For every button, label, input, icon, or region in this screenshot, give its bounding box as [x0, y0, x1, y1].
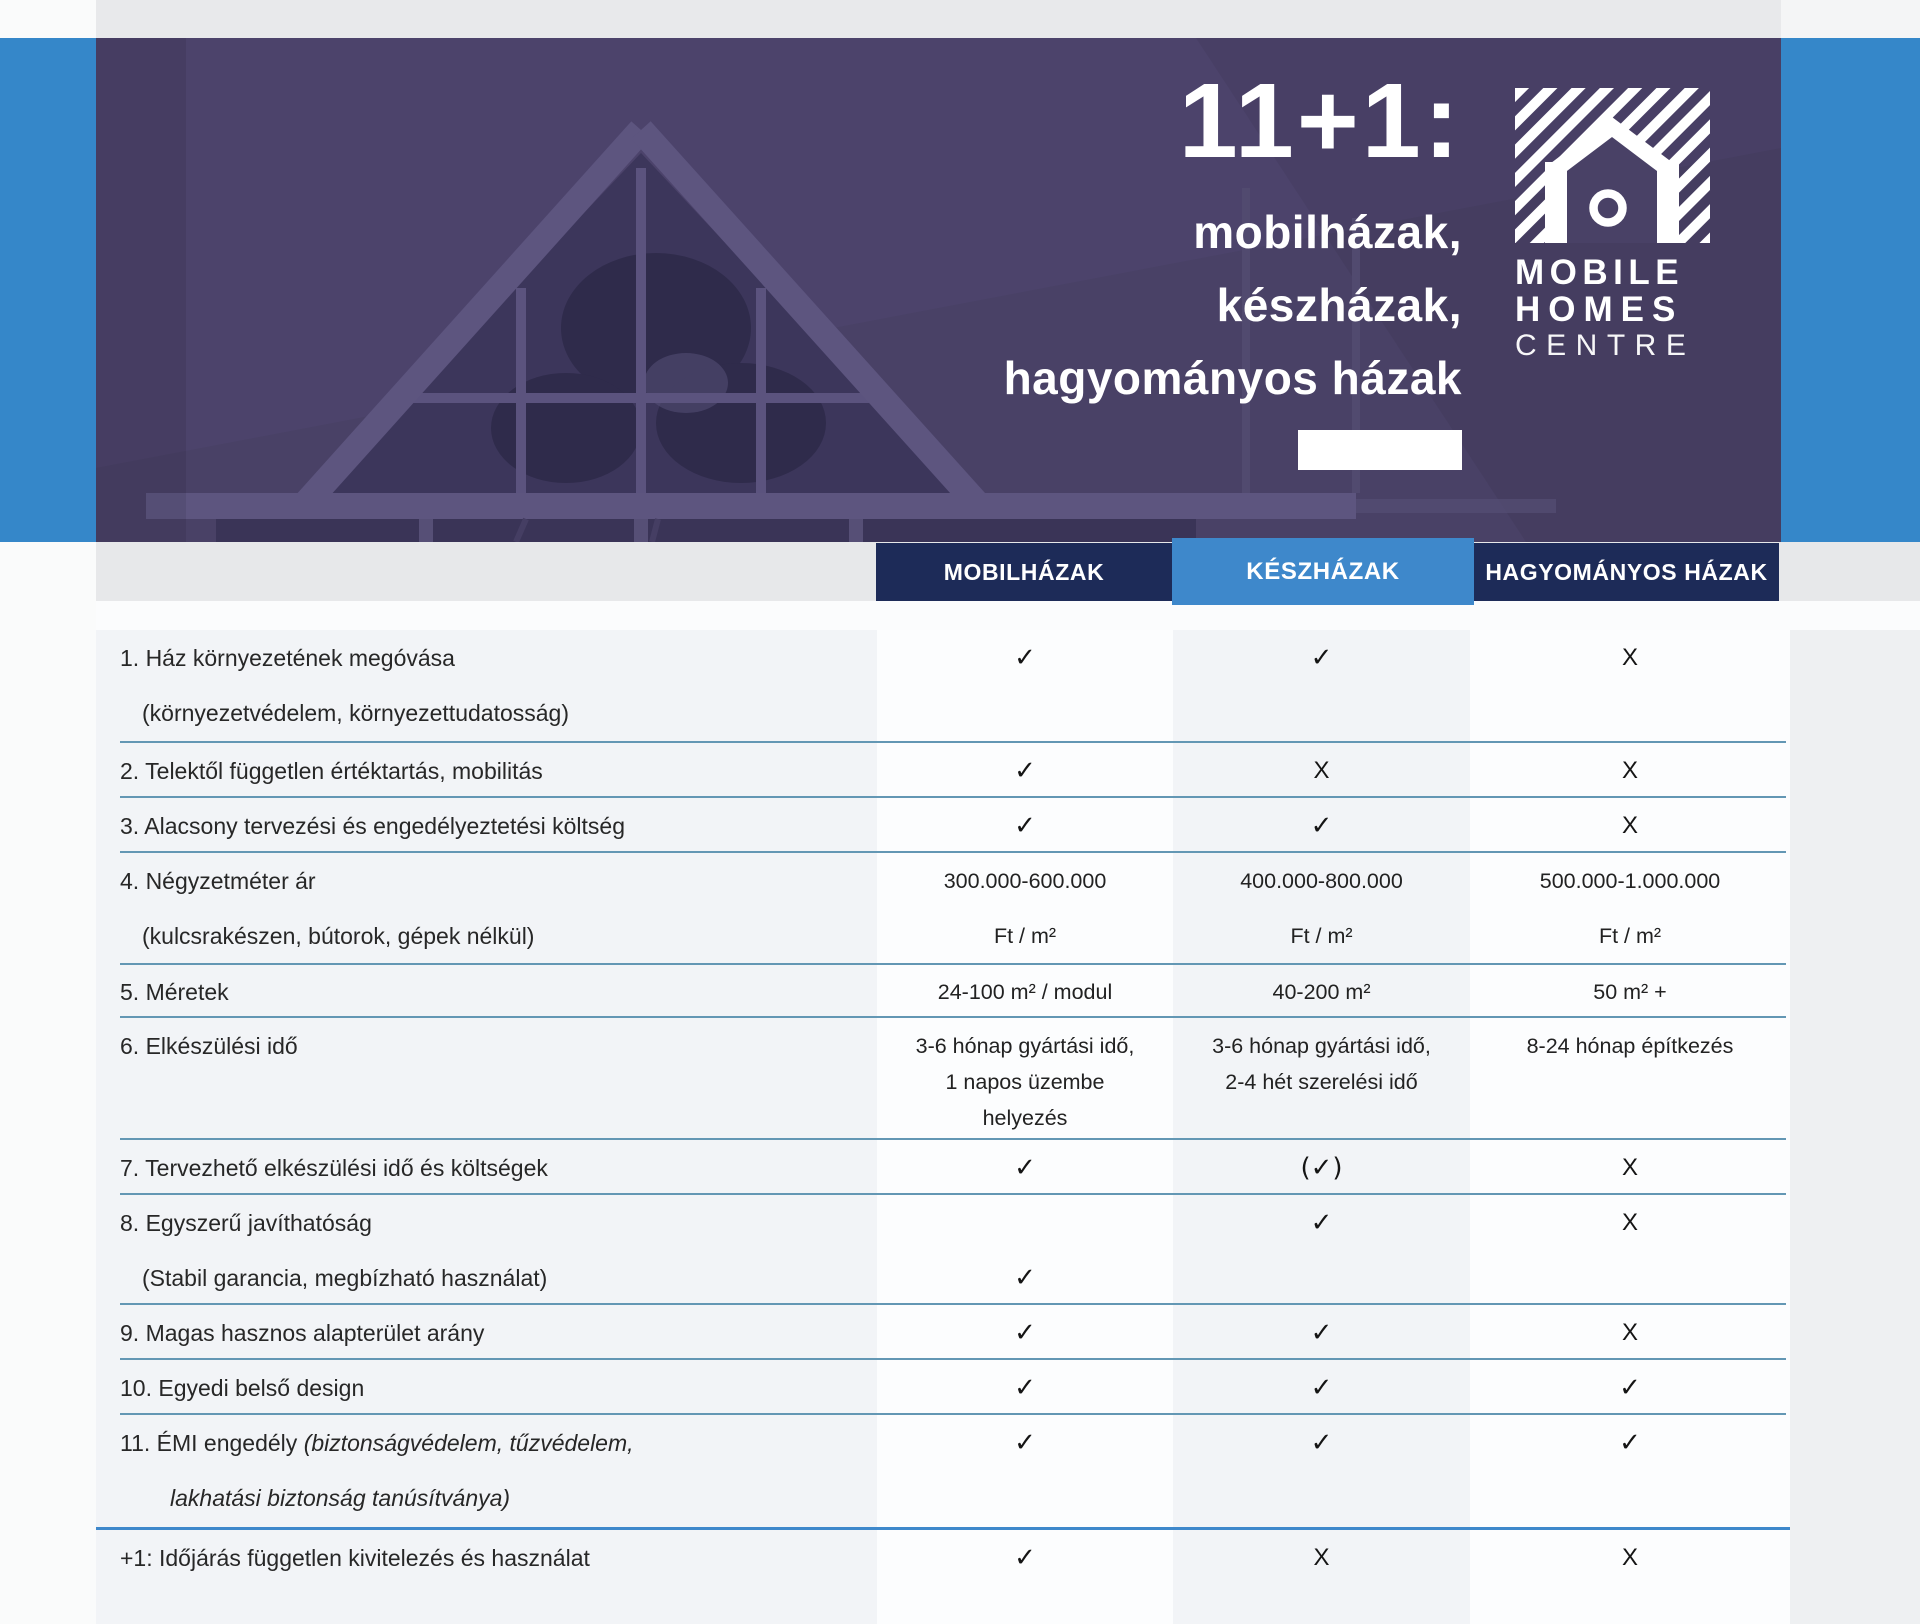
hero-title-line: hagyományos házak [1003, 352, 1462, 405]
cell-text: 3-6 hónap gyártási idő, [915, 1034, 1135, 1058]
x-icon: X [1313, 756, 1330, 784]
hero-title-line: mobilházak, [1193, 206, 1462, 259]
cell-keszhazak [1173, 1018, 1470, 1140]
cell-keszhazak [1173, 1530, 1470, 1624]
cell-keszhazak [1173, 1195, 1470, 1305]
check-icon: ✓ [1014, 810, 1036, 841]
x-icon: X [1621, 1209, 1638, 1236]
check-icon: ✓ [1310, 643, 1333, 673]
hero-title-big: 11+1: [1178, 62, 1462, 180]
cell-text: Ft / m² [993, 924, 1057, 948]
row-label: 4. Négyzetméter ár (kulcsrakészen, bútorok, gépek nélkül) [96, 853, 877, 965]
table-row [96, 743, 1790, 798]
table-row [96, 853, 1790, 965]
cell-text: helyezés [982, 1106, 1068, 1130]
cell-mobilhazak [877, 630, 1173, 743]
row-label: 1. Ház környezetének megóvása (környezetvédelem, környezettudatosság) [96, 630, 877, 743]
cell-mobilhazak [877, 743, 1173, 798]
top-band-right [1781, 0, 1920, 38]
cell-mobilhazak [877, 1530, 1173, 1624]
cell-mobilhazak [877, 1305, 1173, 1360]
left-accent-strip [0, 38, 96, 542]
check-icon: ✓ [1310, 810, 1333, 841]
check-icon: ✓ [1014, 1372, 1036, 1403]
cell-mobilhazak [877, 798, 1173, 853]
row-label: 11. ÉMI engedély (biztonságvédelem, tűzvédelem, lakhatási biztonság tanúsítványa) [96, 1415, 877, 1530]
table-row [96, 1415, 1790, 1530]
cell-text: 3-6 hónap gyártási idő, [1212, 1034, 1431, 1058]
tab-mobilhazak[interactable]: MOBILHÁZAK [876, 543, 1172, 601]
table-row [96, 1530, 1790, 1624]
brand-logo [1515, 88, 1715, 364]
cell-hagyomanyos-hazak [1470, 965, 1790, 1018]
logo-text-mobile: MOBILE [1515, 253, 1685, 292]
x-icon: X [1621, 811, 1638, 839]
x-icon: X [1621, 1544, 1638, 1571]
left-margin [0, 542, 96, 1624]
table-row [96, 1360, 1790, 1415]
table-row [96, 1195, 1790, 1305]
tab-keszhazak[interactable]: KÉSZHÁZAK [1172, 538, 1474, 605]
comparison-table [96, 630, 1790, 1624]
cell-hagyomanyos-hazak [1470, 798, 1790, 853]
table-row [96, 798, 1790, 853]
table-row [96, 1140, 1790, 1195]
table-row [96, 1018, 1790, 1140]
x-icon: X [1621, 756, 1638, 784]
cell-mobilhazak [877, 853, 1173, 965]
top-band [96, 0, 1781, 38]
row-label: 6. Elkészülési idő [96, 1018, 877, 1140]
cell-mobilhazak [877, 1360, 1173, 1415]
cell-hagyomanyos-hazak [1470, 1360, 1790, 1415]
check-icon: ✓ [1014, 1152, 1036, 1183]
check-icon: ✓ [1014, 755, 1036, 786]
cell-hagyomanyos-hazak [1470, 853, 1790, 965]
x-icon: X [1621, 644, 1638, 671]
cell-mobilhazak [877, 1415, 1173, 1530]
cell-text: Ft / m² [1598, 924, 1662, 948]
row-label: 8. Egyszerű javíthatóság (Stabil garancia, megbízható használat) [96, 1195, 877, 1305]
cell-text: 2-4 hét szerelési idő [1225, 1070, 1418, 1094]
row-label: +1: Időjárás független kivitelezés és használat [96, 1530, 877, 1624]
table-row [96, 1305, 1790, 1360]
row-label: 9. Magas hasznos alapterület arány [96, 1305, 877, 1360]
check-icon: ✓ [1014, 1428, 1036, 1458]
cell-hagyomanyos-hazak [1470, 1530, 1790, 1624]
x-icon: X [1313, 1544, 1330, 1571]
check-icon: ✓ [1310, 1428, 1333, 1458]
cell-hagyomanyos-hazak [1470, 1018, 1790, 1140]
check-icon: ✓ [1310, 1372, 1333, 1403]
row-label: 10. Egyedi belső design [96, 1360, 877, 1415]
cell-text: 400.000-800.000 [1240, 869, 1403, 893]
hero-title-lines [1004, 196, 1462, 415]
cell-text: 50 m² + [1593, 979, 1667, 1004]
x-icon: X [1621, 1318, 1638, 1346]
row-label: 7. Tervezhető elkészülési idő és költségek [96, 1140, 877, 1195]
band-spacer [96, 601, 1920, 630]
check-icon: ✓ [1014, 643, 1036, 673]
cell-keszhazak [1173, 1360, 1470, 1415]
cell-text: 300.000-600.000 [943, 869, 1107, 893]
cell-keszhazak [1173, 1140, 1470, 1195]
cell-mobilhazak [877, 965, 1173, 1018]
table-row [96, 630, 1790, 743]
cell-hagyomanyos-hazak [1470, 630, 1790, 743]
check-icon: ✓ [1619, 1372, 1641, 1403]
striped-house-logo-icon [1515, 88, 1710, 243]
check-paren-icon: (✓) [1300, 1152, 1343, 1183]
cell-keszhazak [1173, 798, 1470, 853]
check-icon: ✓ [1014, 1263, 1036, 1293]
cell-keszhazak [1173, 630, 1470, 743]
logo-text-centre: CENTRE [1515, 329, 1696, 362]
cell-hagyomanyos-hazak [1470, 1415, 1790, 1530]
cell-text: 1 napos üzembe [945, 1070, 1105, 1094]
cell-keszhazak [1173, 743, 1470, 798]
cell-text: 8-24 hónap építkezés [1526, 1034, 1734, 1058]
check-icon: ✓ [1014, 1317, 1036, 1348]
row-label: 3. Alacsony tervezési és engedélyeztetési költség [96, 798, 877, 853]
cell-keszhazak [1173, 853, 1470, 965]
cell-mobilhazak [877, 1018, 1173, 1140]
check-icon: ✓ [1014, 1543, 1036, 1573]
hero-title-line: készházak, [1216, 279, 1462, 332]
table-row [96, 965, 1790, 1018]
check-icon: ✓ [1310, 1208, 1333, 1238]
cell-text: 500.000-1.000.000 [1539, 869, 1721, 893]
cell-text: 40-200 m² [1272, 979, 1371, 1004]
hero-title [1003, 62, 1462, 415]
cell-mobilhazak [877, 1195, 1173, 1305]
check-icon: ✓ [1619, 1428, 1641, 1458]
cell-hagyomanyos-hazak [1470, 1305, 1790, 1360]
row-label: 5. Méretek [96, 965, 877, 1018]
hero-banner [96, 38, 1781, 542]
cell-hagyomanyos-hazak [1470, 743, 1790, 798]
row-label: 2. Telektől független értéktartás, mobilitás [96, 743, 877, 798]
right-margin [1790, 630, 1920, 1624]
logo-text-homes: HOMES [1515, 290, 1684, 329]
cell-keszhazak [1173, 965, 1470, 1018]
cell-mobilhazak [877, 1140, 1173, 1195]
tab-hagyomanyos-hazak[interactable]: HAGYOMÁNYOS HÁZAK [1474, 543, 1779, 601]
hero-underline-bar [1298, 430, 1462, 470]
right-accent-strip [1781, 38, 1920, 542]
cell-keszhazak [1173, 1305, 1470, 1360]
top-band-left [0, 0, 96, 38]
cell-text: 24-100 m² / modul [937, 979, 1113, 1004]
cell-hagyomanyos-hazak [1470, 1195, 1790, 1305]
cell-hagyomanyos-hazak [1470, 1140, 1790, 1195]
cell-keszhazak [1173, 1415, 1470, 1530]
cell-text: Ft / m² [1290, 924, 1353, 948]
check-icon: ✓ [1310, 1317, 1333, 1348]
x-icon: X [1621, 1153, 1638, 1181]
